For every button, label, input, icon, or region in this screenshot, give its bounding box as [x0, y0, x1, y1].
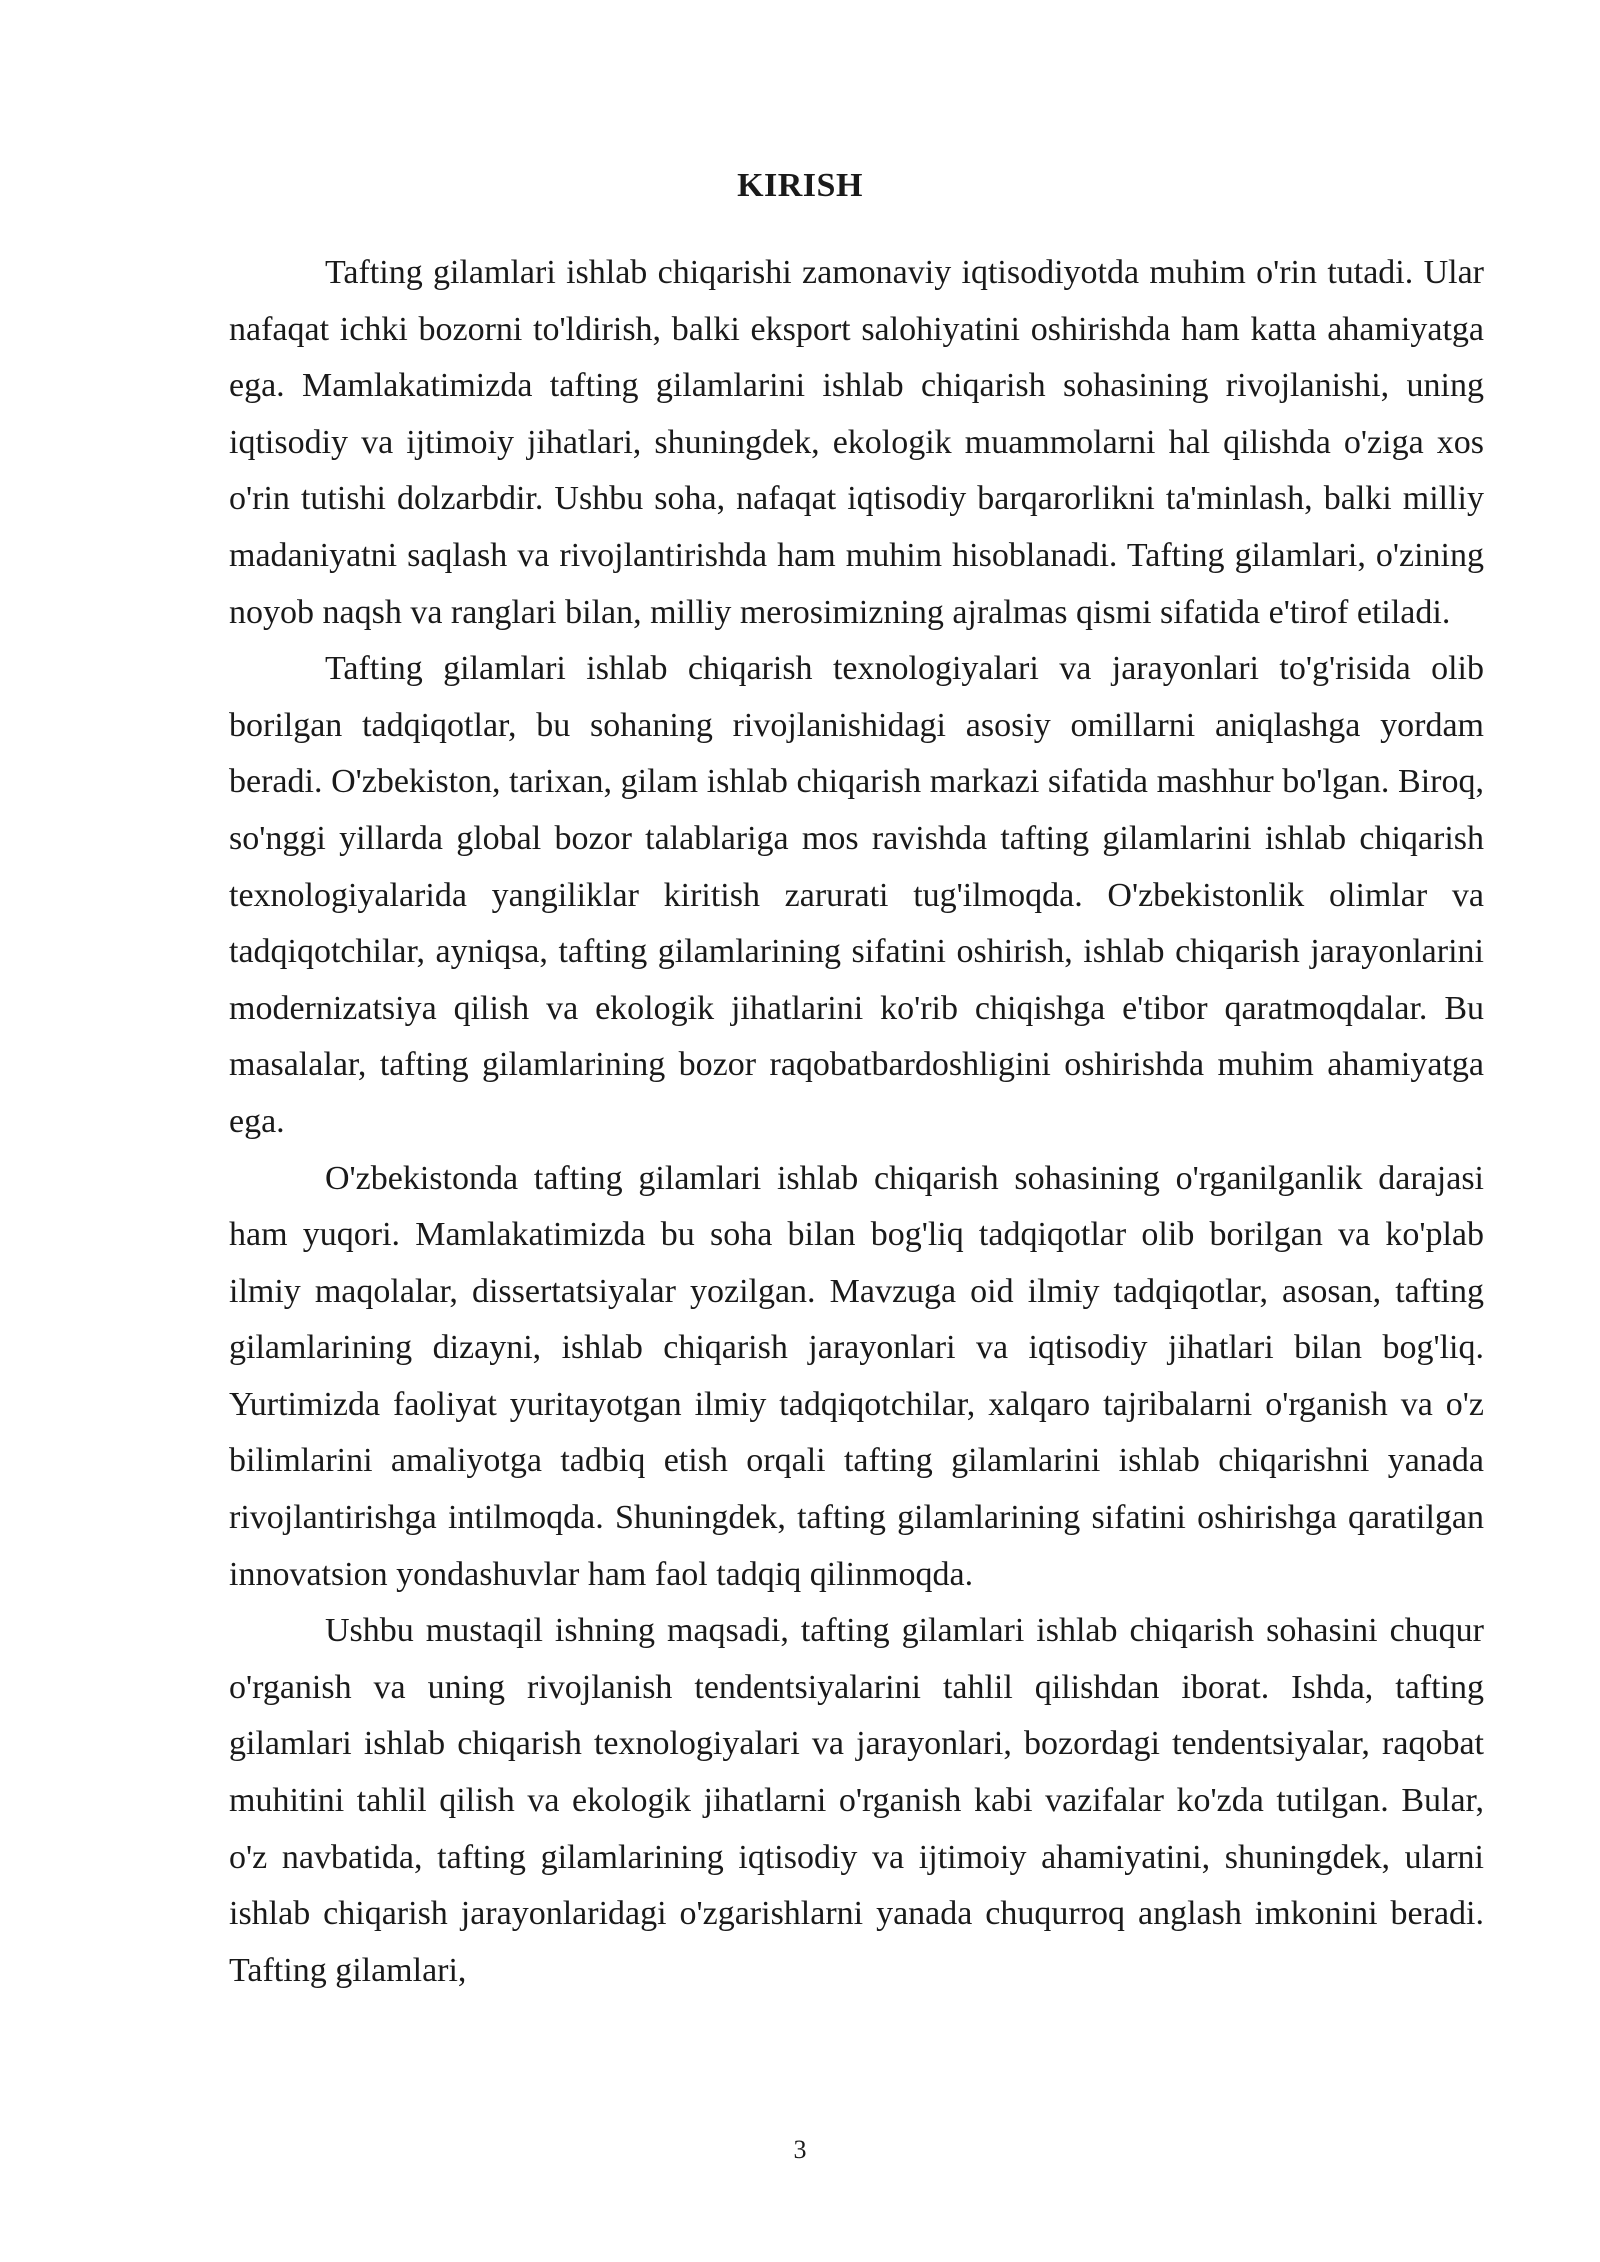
page-title: KIRISH [737, 167, 863, 204]
paragraph-3: O'zbekistonda tafting gilamlari ishlab chiqarish sohasining o'rganilganlik darajasi ham yuqori. Mamlakatimizda bu soha bilan bog'liq tadqiqotlar olib borilgan va ko'plab ilmiy maqolalar, dissertatsiyalar yozilgan. Mavzuga oid ilmiy tadqiqotlar, asosan, tafting gilamlarining dizayni, ishlab chiqarish jarayonlari va iqtisodiy jihatlari bilan bog'liq. Yurtimizda faoliyat yuritayotgan ilmiy tadqiqotchilar, xalqaro tajribalarni o'rganish va o'z bilimlarini amaliyotga tadbiq etish orqali tafting gilamlarini ishlab chiqarishni yanada rivojlantirishga intilmoqda. Shuningdek, tafting gilamlarining sifatini oshirishga qaratilgan innovatsion yondashuvlar ham faol tadqiq qilinmoqda. [229, 1159, 1484, 1593]
paragraph-4: Ushbu mustaqil ishning maqsadi, tafting gilamlari ishlab chiqarish sohasini chuqur o'rganish va uning rivojlanish tendentsiyalarini tahlil qilishdan iborat. Ishda, tafting gilamlari ishlab chiqarish texnologiyalari va jarayonlari, bozordagi tendentsiyalar, raqobat muhitini tahlil qilish va ekologik jihatlarni o'rganish kabi vazifalar ko'zda tutilgan. Bular, o'z navbatida, tafting gilamlarining iqtisodiy va ijtimoiy ahamiyatini, shuningdek, ularni ishlab chiqarish jarayonlaridagi o'zgarishlarni yanada chuqurroq anglash imkonini beradi. Tafting gilamlari, [229, 1612, 1484, 1989]
page-number: 3 [793, 2135, 807, 2164]
paragraph-1: Tafting gilamlari ishlab chiqarishi zamonaviy iqtisodiyotda muhim o'rin tutadi. Ular nafaqat ichki bozorni to'ldirish, balki eksport salohiyatini oshirishda ham katta ahamiyatga ega. Mamlakatimizda tafting gilamlarini ishlab chiqarish sohasining rivojlanishi, uning iqtisodiy va ijtimoiy jihatlari, shuningdek, ekologik muammolarni hal qilishda o'ziga xos o'rin tutishi dolzarbdir. Ushbu soha, nafaqat iqtisodiy barqarorlikni ta'minlash, balki milliy madaniyatni saqlash va rivojlantirishda ham muhim hisoblanadi. Tafting gilamlari, o'zining noyob naqsh va ranglari bilan, milliy merosimizning ajralmas qismi sifatida e'tirof etiladi. [229, 254, 1484, 631]
body-text [229, 245, 1484, 1999]
paragraph-2: Tafting gilamlari ishlab chiqarish texnologiyalari va jarayonlari to'g'risida olib borilgan tadqiqotlar, bu sohaning rivojlanishidagi asosiy omillarni aniqlashga yordam beradi. O'zbekiston, tarixan, gilam ishlab chiqarish markazi sifatida mashhur bo'lgan. Biroq, so'nggi yillarda global bozor talablariga mos ravishda tafting gilamlarini ishlab chiqarish texnologiyalarida yangiliklar kiritish zarurati tug'ilmoqda. O'zbekistonlik olimlar va tadqiqotchilar, ayniqsa, tafting gilamlarining sifatini oshirish, ishlab chiqarish jarayonlarini modernizatsiya qilish va ekologik jihatlarini ko'rib chiqishga e'tibor qaratmoqdalar. Bu masalalar, tafting gilamlarining bozor raqobatbardoshligini oshirishda muhim ahamiyatga ega. [229, 650, 1484, 1140]
